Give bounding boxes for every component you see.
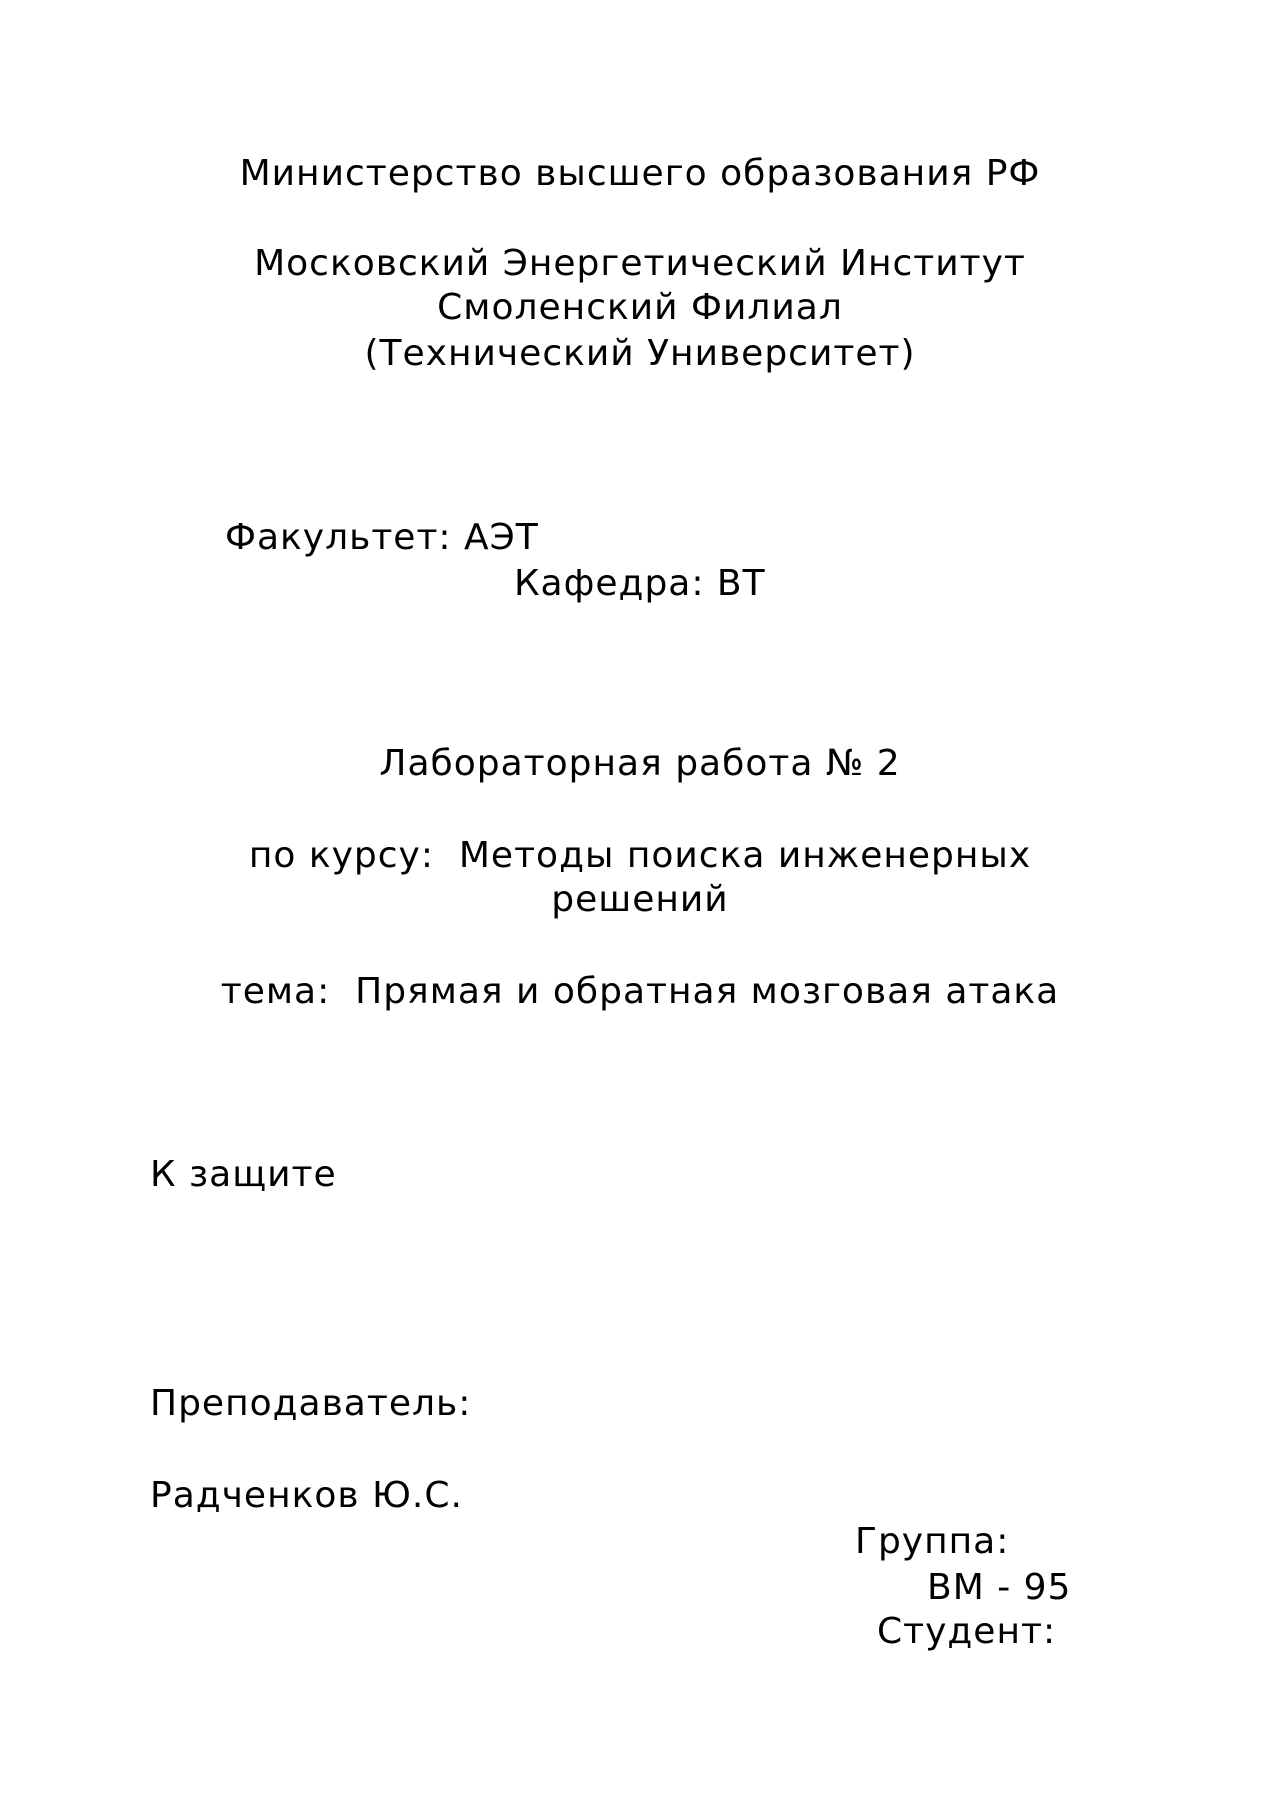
institute-line: Московский Энергетический Институт xyxy=(254,243,1026,284)
topic-line: тема: Прямая и обратная мозговая атака xyxy=(220,971,1060,1012)
teacher-name: Радченков Ю.С. xyxy=(150,1475,463,1516)
group-label: Группа: xyxy=(855,1521,1010,1562)
course-line-2: решений xyxy=(551,879,729,920)
faculty-line: Факультет: АЭТ xyxy=(225,517,539,558)
chair-line: Кафедра: ВТ xyxy=(514,563,766,604)
university-line: (Технический Университет) xyxy=(364,333,916,374)
teacher-label: Преподаватель: xyxy=(150,1383,472,1424)
defense-label: К защите xyxy=(150,1154,337,1195)
student-label: Студент: xyxy=(877,1611,1057,1652)
branch-line: Смоленский Филиал xyxy=(437,287,843,328)
work-title: Лабораторная работа № 2 xyxy=(379,743,901,784)
ministry-line: Министерство высшего образования РФ xyxy=(239,153,1041,194)
course-line-1: по курсу: Методы поиска инженерных xyxy=(248,835,1032,876)
group-value: ВМ - 95 xyxy=(927,1567,1072,1608)
